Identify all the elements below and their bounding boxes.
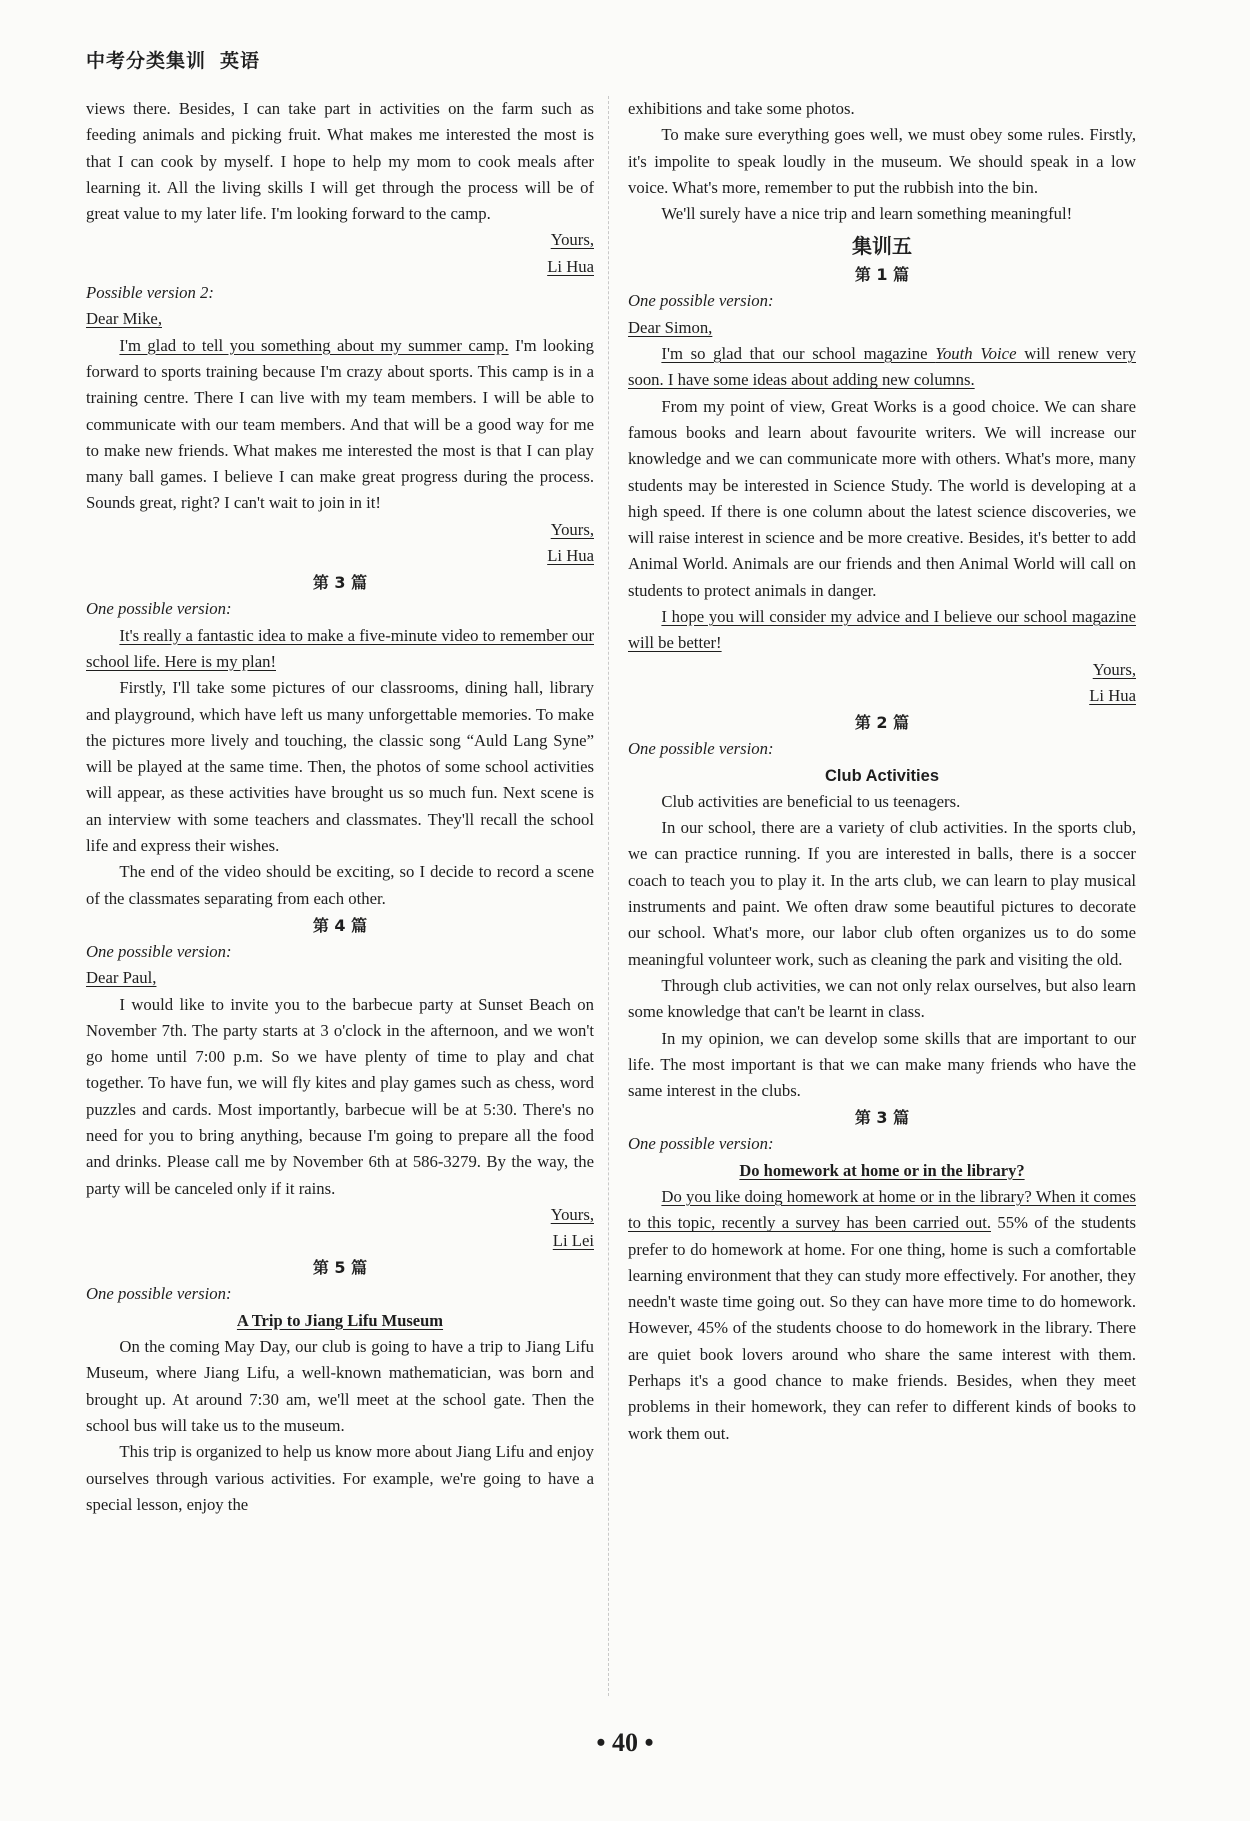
running-head	[86, 46, 260, 73]
paragraph: To make sure everything goes well, we must obey some rules. Firstly, it's impolite to speak loudly in the museum. We should speak in a low voice. What's more, remember to put the rubbish into the bin.	[628, 125, 1136, 197]
paragraph: We'll surely have a nice trip and learn something meaningful!	[661, 204, 1073, 224]
greeting: Dear Paul,	[86, 968, 157, 988]
paragraph: On the coming May Day, our club is going to have a trip to Jiang Lifu Museum, where Jiang Lifu, a well-known mathematician, was born and brought up. At around 7:30 am, we'll meet at the school gate. Then the school bus will take us to the museum.	[86, 1337, 594, 1435]
closing: Yours,	[550, 230, 594, 250]
paragraph: It's really a fantastic idea to make a five-minute video to remember our school life. Here is my plan!	[86, 625, 594, 671]
paragraph: views there. Besides, I can take part in activities on the farm such as feeding animals and picking fruit. What makes me interested the most is that I can cook by myself. I hope to help my mom to cook meals after learning it. All the living skills I will get through the process will be of great value to my later life. I'm looking forward to the camp.	[86, 99, 594, 224]
paragraph: Club activities are beneficial to us teenagers.	[661, 791, 961, 811]
section-heading: 第 2 篇	[854, 713, 910, 733]
paragraph: Do you like doing homework at home or in the library? When it comes to this topic, recently a survey has been carried out. 55% of the students prefer to do homework at home. For one thing, home is such a comfortable learning environment that they can study more effectively. For another, they needn't waste time going out. So they can have more time to do homework. However, 45% of the students choose to do homework in the library. There are quiet book lovers around who share the same interest with them. Perhaps it's a good chance to make friends. Besides, when they meet problems in their homework, they can refer to different kinds of books to work them out.	[628, 1186, 1136, 1443]
essay-title: Club Activities	[825, 766, 939, 785]
version-label: One possible version:	[628, 291, 774, 311]
greeting: Dear Simon,	[628, 317, 713, 337]
left-column	[86, 96, 594, 1518]
paragraph: In my opinion, we can develop some skills that are important to our life. The most important is that we can make many friends who have the same interest in the clubs.	[628, 1028, 1136, 1101]
right-column	[628, 96, 1136, 1447]
paragraph: The end of the video should be exciting, so I decide to record a scene of the classmates separating from each other.	[86, 862, 594, 908]
paragraph: I hope you will consider my advice and I believe our school magazine will be better!	[628, 607, 1136, 653]
paragraph: From my point of view, Great Works is a good choice. We can share famous books and learn about favourite writers. We will increase our knowledge and we can communicate more with others. What's more, many students may be interested in Science Study. The world is developing at a high speed. If there is one column about the latest science discoveries, we will raise interest in science and be more creative. Besides, it's better to add Animal World. Animals are our friends and then Animal World will call on students to protect animals in danger.	[628, 396, 1136, 600]
version-label: Possible version 2:	[86, 283, 214, 303]
page-number: • 40 •	[596, 1728, 654, 1757]
closing: Yours,	[550, 1204, 594, 1224]
paragraph: Firstly, I'll take some pictures of our classrooms, dining hall, library and playground, which have left us many unforgettable memories. To make the pictures more lively and touching, the classic song “Auld Lang Syne” will be played at the same time. Then, the photos of some school activities will appear, as these activities have brought us so much fun. Next scene is an interview with some teachers and classmates. They'll recall the school life and express their wishes.	[86, 678, 594, 856]
essay-title: Do homework at home or in the library?	[739, 1160, 1025, 1180]
paragraph: Through club activities, we can not only relax ourselves, but also learn some knowledge that can't be learnt in class.	[628, 975, 1136, 1022]
column-divider	[608, 96, 609, 1696]
section-heading: 第 1 篇	[854, 265, 910, 285]
paragraph: In our school, there are a variety of club activities. In the sports club, we can practice running. If you are interested in balls, there is a soccer coach to teach you to play it. In the arts club, we can learn to play musical instruments and paint. We often draw some beautiful pictures to decorate our school. What's more, our labor club often organizes us to do some meaningful volunteer work, such as cleaning the park and visiting the old.	[628, 818, 1136, 969]
paragraph: I would like to invite you to the barbecue party at Sunset Beach on November 7th. The party starts at 3 o'clock in the afternoon, and we won't go home until 7:00 p.m. So we have plenty of time to play and chat together. To have fun, we will fly kites and play games such as chess, word puzzles and cards. Most importantly, barbecue will be at 5:30. There's no need for you to bring anything, because I'm going to prepare all the food and drinks. Please call me by November 6th at 586-3279. By the way, the party will be canceled only if it rains.	[86, 994, 594, 1198]
essay-title: A Trip to Jiang Lifu Museum	[236, 1310, 444, 1330]
version-label: One possible version:	[628, 1134, 774, 1154]
section-heading: 第 5 篇	[312, 1258, 368, 1278]
section-heading: 第 3 篇	[312, 573, 368, 593]
section-heading: 第 3 篇	[854, 1108, 910, 1128]
version-label: One possible version:	[86, 941, 232, 961]
version-label: One possible version:	[86, 599, 232, 619]
closing: Yours,	[1092, 659, 1136, 679]
paragraph: I'm so glad that our school magazine Youth Voice will renew very soon. I have some ideas about adding new columns.	[628, 344, 1136, 390]
signature: Li Hua	[547, 546, 594, 566]
section-heading: 第 4 篇	[312, 915, 368, 935]
paragraph: This trip is organized to help us know more about Jiang Lifu and enjoy ourselves through various activities. For example, we're going to have a special lesson, enjoy the	[86, 1442, 594, 1514]
version-label: One possible version:	[628, 739, 774, 759]
unit-heading: 集训五	[852, 234, 912, 259]
signature: Li Hua	[1089, 685, 1136, 705]
paragraph: exhibitions and take some photos.	[628, 99, 855, 118]
closing: Yours,	[550, 519, 594, 539]
paragraph: I'm glad to tell you something about my summer camp. I'm looking forward to sports training because I'm crazy about sports. This camp is in a training centre. There I can live with my team members. I will be able to communicate with our team members. And that will be a good way for me to make new friends. What makes me interested the most is that I can play many ball games. I believe I can make great progress during the process. Sounds great, right? I can't wait to join in it!	[86, 335, 594, 513]
signature: Li Hua	[547, 256, 594, 276]
book-title: 中考分类集训	[86, 50, 207, 72]
signature: Li Lei	[552, 1231, 594, 1251]
version-label: One possible version:	[86, 1284, 232, 1304]
greeting: Dear Mike,	[86, 309, 162, 329]
subject-label: 英语	[220, 50, 261, 72]
